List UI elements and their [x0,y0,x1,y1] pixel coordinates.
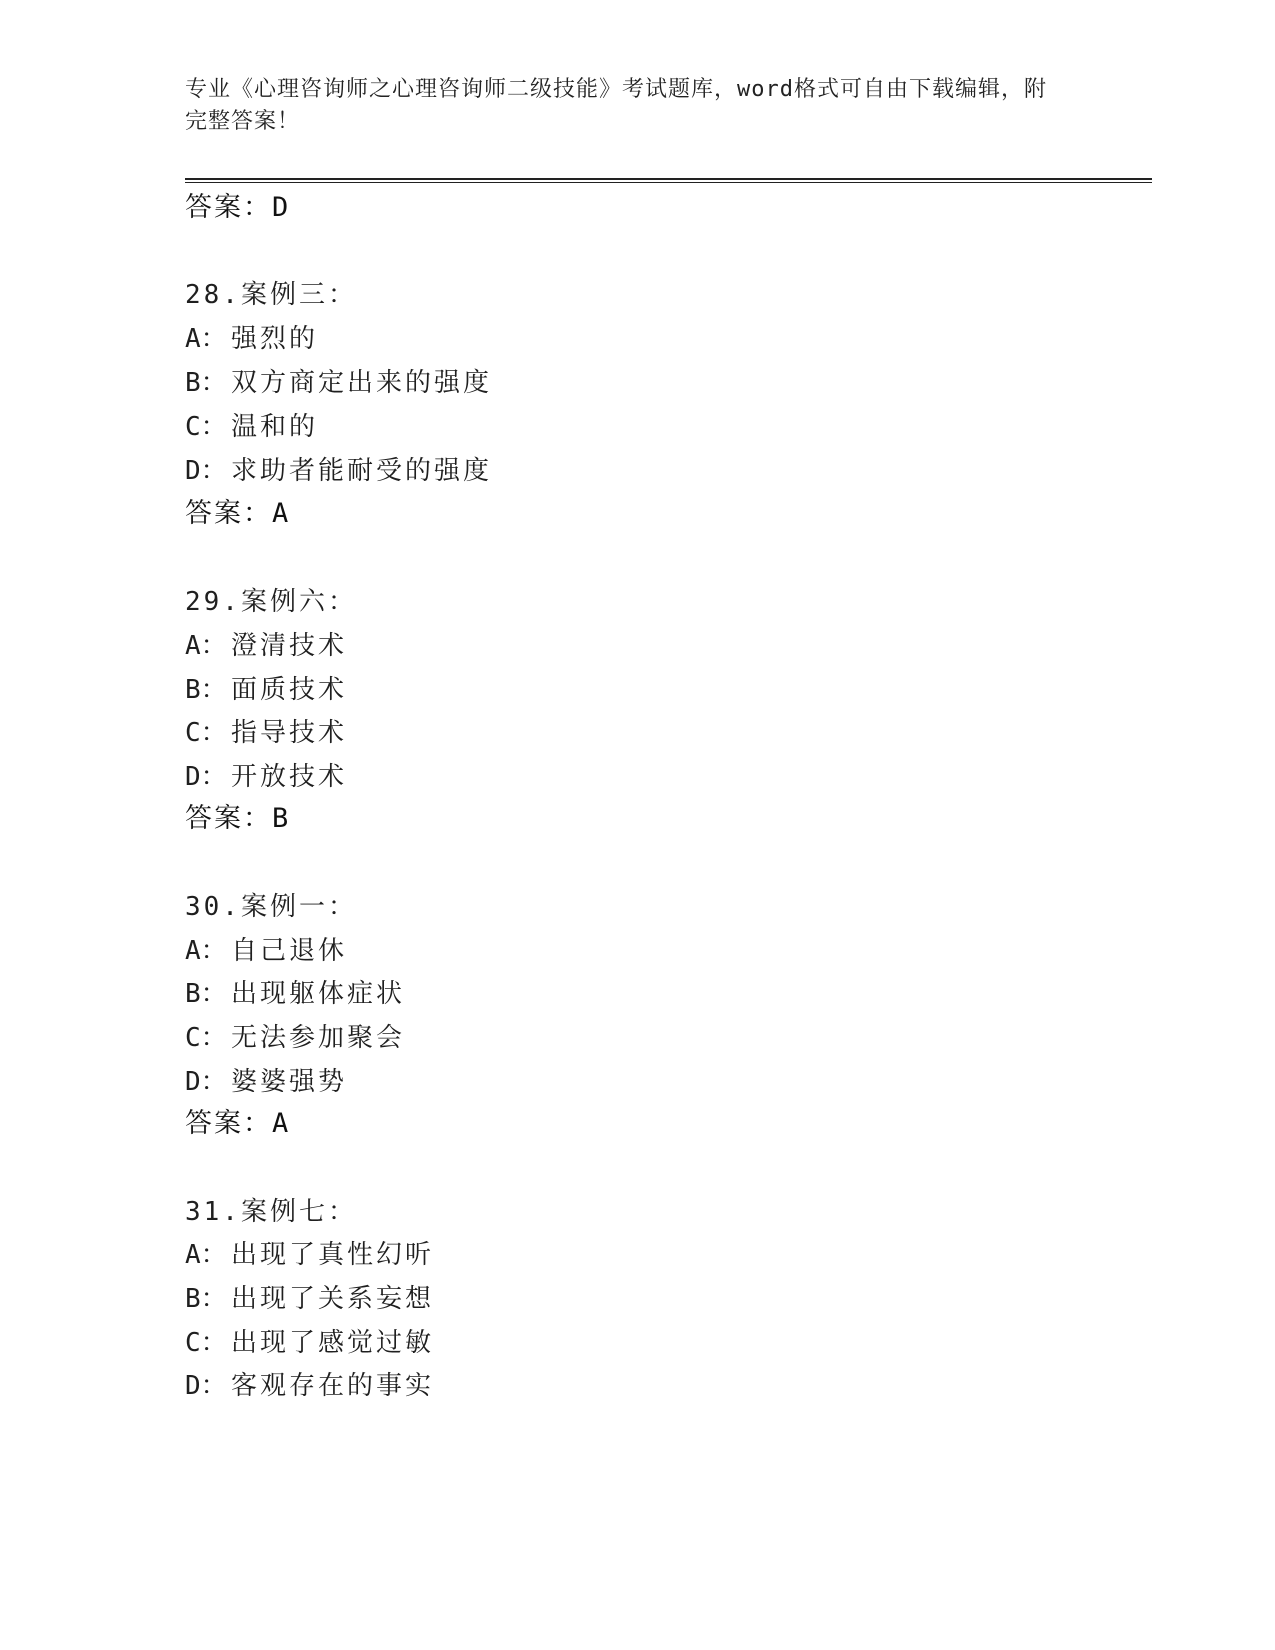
option-key: D： [185,762,227,792]
header-divider [185,178,1152,183]
option-key: A： [185,631,227,661]
option-key: D： [185,456,227,486]
option-text: 出现了真性幻听 [231,1240,435,1270]
option-a [185,934,347,968]
option-b [185,673,347,707]
option-d [185,1065,347,1099]
option-key: B： [185,1284,227,1314]
answer-value: B [272,803,289,834]
option-text: 强烈的 [231,324,319,354]
option-key: A： [185,1240,227,1270]
option-key: C： [185,412,227,442]
option-text: 指导技术 [231,718,348,748]
document-header: 专业《心理咨询师之心理咨询师二级技能》考试题库，word格式可自由下载编辑，附完整答案！ [185,77,1047,134]
question-title: 29.案例六： [185,587,357,617]
option-text: 温和的 [231,412,319,442]
option-key: B： [185,368,227,398]
option-text: 出现了感觉过敏 [231,1328,435,1358]
prev-answer [185,191,288,225]
answer-value: A [272,498,289,529]
option-d [185,454,492,488]
answer-label: 答案： [185,498,272,529]
option-a [185,629,347,663]
option-text: 无法参加聚会 [231,1023,406,1053]
option-text: 婆婆强势 [231,1067,348,1097]
option-b [185,366,492,400]
option-c [185,716,347,750]
answer-label: 答案： [185,192,272,223]
option-key: B： [185,979,227,1009]
option-key: D： [185,1067,227,1097]
option-key: C： [185,1328,227,1358]
answer-value: D [272,192,289,223]
option-key: D： [185,1371,227,1401]
option-text: 自己退休 [231,936,348,966]
option-d [185,760,347,794]
option-key: C： [185,1023,227,1053]
option-b [185,1282,434,1316]
option-text: 面质技术 [231,675,348,705]
question-title: 30.案例一： [185,892,357,922]
option-c [185,1326,434,1360]
option-text: 澄清技术 [231,631,348,661]
option-text: 双方商定出来的强度 [231,368,493,398]
option-key: A： [185,324,227,354]
option-a [185,322,318,356]
question-answer [185,802,288,836]
option-text: 开放技术 [231,762,348,792]
answer-value: A [272,1108,289,1139]
option-key: B： [185,675,227,705]
question-answer [185,1107,288,1141]
question-title: 31.案例七： [185,1197,357,1227]
option-text: 客观存在的事实 [231,1371,435,1401]
option-c [185,410,318,444]
question-title: 28.案例三： [185,280,357,310]
option-text: 出现躯体症状 [231,979,406,1009]
option-key: A： [185,936,227,966]
answer-label: 答案： [185,803,272,834]
question-answer [185,497,288,531]
option-a [185,1238,434,1272]
option-b [185,977,405,1011]
option-key: C： [185,718,227,748]
option-c [185,1021,405,1055]
option-d [185,1369,434,1403]
option-text: 出现了关系妄想 [231,1284,435,1314]
option-text: 求助者能耐受的强度 [231,456,493,486]
answer-label: 答案： [185,1108,272,1139]
